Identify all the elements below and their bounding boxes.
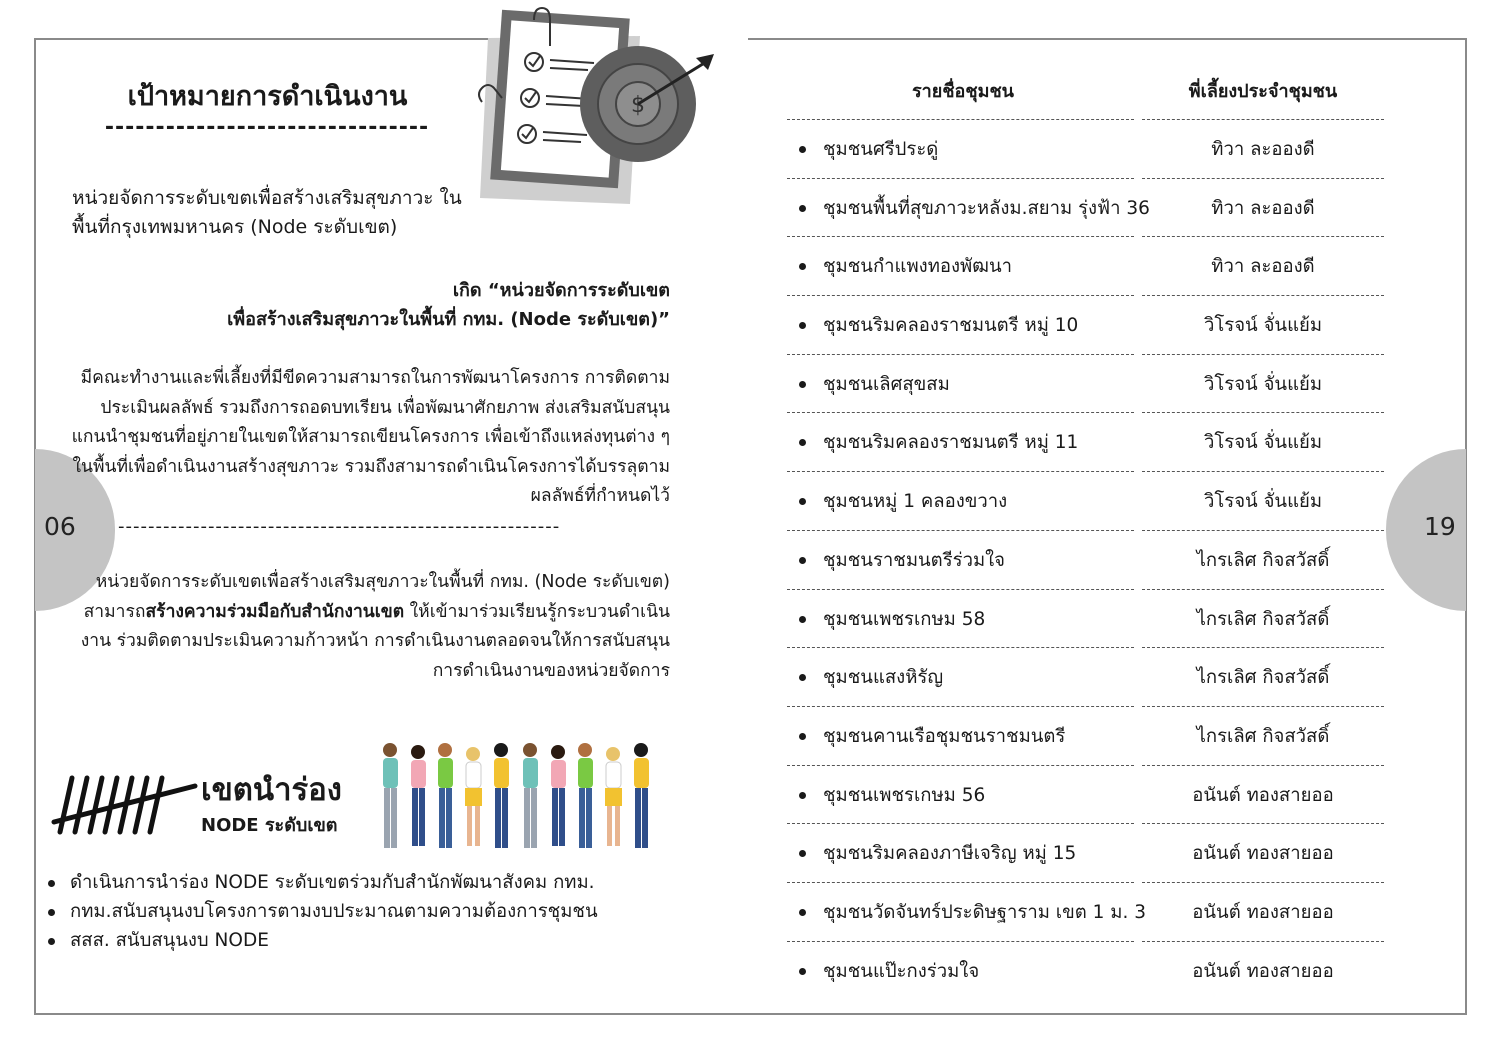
column-header-community: รายชื่อชุมชน (912, 81, 1014, 102)
bullet-icon (799, 850, 806, 857)
community-name: ชุมชนพื้นที่สุขภาวะหลังม.สยาม รุ่งฟ้า 36 (823, 197, 1150, 219)
community-name: ชุมชนเพชรเกษม 58 (823, 608, 986, 630)
checklist-target-illustration (470, 6, 720, 211)
intro-text: หน่วยจัดการระดับเขตเพื่อสร้างเสริมสุขภาวะ ในพื้นที่กรุงเทพมหานคร (Node ระดับเขต) (72, 187, 462, 238)
bullet-icon (799, 263, 806, 270)
table-row (787, 932, 1387, 991)
community-name: ชุมชนริมคลองภาษีเจริญ หมู่ 15 (823, 843, 1077, 865)
title-underline: -------------------------------- (104, 115, 430, 140)
column-header-mentor: พี่เลี้ยงประจำชุมชน (1188, 81, 1338, 102)
highlight-quote (110, 276, 670, 334)
list-item: สสส. สนับสนุนงบ NODE (48, 926, 598, 955)
mentor-name: ทิวา ละอองดี (1211, 197, 1315, 219)
frame-left-top (34, 38, 489, 40)
community-name: ชุมชนคานเรือชุมชนราชมนตรี (823, 725, 1066, 747)
table-row (787, 697, 1387, 756)
community-name: ชุมชนริมคลองราชมนตรี หมู่ 11 (823, 432, 1079, 454)
svg-text:$: $ (631, 93, 645, 118)
mentor-name: ไกรเลิศ กิจสวัสดิ์ (1196, 667, 1330, 689)
pilot-district-title: เขตนำร่อง (201, 772, 342, 808)
mentor-name: อนันต์ ทองสายออ (1192, 960, 1334, 982)
bullet-icon (799, 674, 806, 681)
bullet-icon (799, 968, 806, 975)
highlight-line-2: เพื่อสร้างเสริมสุขภาวะในพื้นที่ กทม. (Node ระดับเขต)” (227, 309, 670, 330)
table-row (787, 462, 1387, 521)
mentor-name: อนันต์ ทองสายออ (1192, 843, 1334, 865)
table-row (787, 286, 1387, 345)
page-number-left: 06 (44, 512, 76, 541)
mentor-name: ไกรเลิศ กิจสวัสดิ์ (1196, 725, 1330, 747)
paragraph-cooperation-post: ให้เข้ามาร่วมเรียนรู้กระบวนดำเนินงาน ร่วมติดตามประเมินความก้าวหน้า การดำเนินงานตลอดจนให้การสนับสนุนการดำเนินงานของหน่วยจัดการ (80, 601, 670, 681)
bullet-icon (799, 909, 806, 916)
people-group-illustration (375, 740, 660, 855)
community-name: ชุมชนวัดจันทร์ประดิษฐาราม เขต 1 ม. 3 (823, 901, 1147, 923)
community-name: ชุมชนแสงหิรัญ (823, 667, 944, 689)
mentor-name: ไกรเลิศ กิจสวัสดิ์ (1196, 608, 1330, 630)
mentor-name: ทิวา ละอองดี (1211, 256, 1315, 278)
community-name: ชุมชนเลิศสุขสม (823, 373, 950, 395)
table-row (787, 521, 1387, 580)
table-row (787, 814, 1387, 873)
mentor-name: วิโรจน์ จั่นแย้ม (1203, 491, 1323, 513)
paragraph-cooperation-pre: หน่วยจัดการระดับเขตเพื่อสร้างเสริมสุขภาวะในพื้นที่ กทม. (Node ระดับเขต) สามารถ (83, 572, 670, 622)
bullet-icon (799, 381, 806, 388)
paragraph-cooperation (70, 568, 670, 686)
community-name: ชุมชนกำแพงทองพัฒนา (823, 256, 1012, 278)
section-divider: ----------------------------------------------------------- (118, 516, 561, 537)
table-row (787, 873, 1387, 932)
table-row (787, 580, 1387, 639)
page-number-right: 19 (1424, 512, 1456, 541)
community-name: ชุมชนแป๊ะกงร่วมใจ (823, 960, 980, 982)
highlight-line-1: เกิด “หน่วยจัดการระดับเขต (452, 280, 670, 301)
pilot-district-subtitle: NODE ระดับเขต (201, 815, 338, 836)
table-row (787, 345, 1387, 404)
table-row (787, 110, 1387, 169)
mentor-name: วิโรจน์ จั่นแย้ม (1203, 315, 1323, 337)
frame-bottom (34, 1013, 1467, 1015)
tally-marks-icon (50, 770, 200, 840)
bullet-icon (799, 733, 806, 740)
list-item: ดำเนินการนำร่อง NODE ระดับเขตร่วมกับสำนักพัฒนาสังคม กทม. (48, 868, 598, 897)
page-title: เป้าหมายการดำเนินงาน (127, 81, 408, 112)
list-item: กทม.สนับสนุนงบโครงการตามงบประมาณตามความต้องการชุมชน (48, 897, 598, 926)
frame-right-top (748, 38, 1467, 40)
table-row (787, 227, 1387, 286)
paragraph-capabilities: มีคณะทำงานและพี่เลี้ยงที่มีขีดความสามารถในการพัฒนาโครงการ การติดตามประเมินผลลัพธ์ รวมถึงการถอดบทเรียน เพื่อพัฒนาศักยภาพ ส่งเสริมสนับสนุนแกนนำชุมชนที่อยู่ภายในเขตให้สามารถเขียนโครงการ เพื่อเข้าถึงแหล่งทุนต่าง ๆ ในพื้นที่เพื่อดำเนินงานสร้างสุขภาวะ รวมถึงสามารถดำเนินโครงการได้บรรลุตามผลลัพธ์ที่กำหนดไว้ (71, 368, 670, 506)
bullet-icon (799, 616, 806, 623)
bullet-icon (799, 792, 806, 799)
community-table (787, 110, 1387, 990)
bullet-icon (799, 205, 806, 212)
community-name: ชุมชนศรีประดู่ (823, 139, 939, 160)
community-name: ชุมชนราชมนตรีร่วมใจ (823, 549, 1006, 571)
table-row (787, 638, 1387, 697)
bullet-icon (799, 146, 806, 153)
bullet-icon (799, 557, 806, 564)
bullet-icon (799, 322, 806, 329)
bullet-icon (799, 498, 806, 505)
mentor-name: อนันต์ ทองสายออ (1192, 784, 1334, 806)
mentor-name: ไกรเลิศ กิจสวัสดิ์ (1196, 549, 1330, 571)
community-name: ชุมชนเพชรเกษม 56 (823, 784, 986, 806)
table-row (787, 756, 1387, 815)
mentor-name: อนันต์ ทองสายออ (1192, 901, 1334, 923)
mentor-name: ทิวา ละอองดี (1211, 139, 1315, 160)
community-name: ชุมชนริมคลองราชมนตรี หมู่ 10 (823, 315, 1079, 337)
pilot-bullet-list (48, 868, 598, 955)
mentor-name: วิโรจน์ จั่นแย้ม (1203, 432, 1323, 454)
paragraph-cooperation-bold: สร้างความร่วมมือกับสำนักงานเขต (145, 601, 405, 622)
table-row (787, 403, 1387, 462)
mentor-name: วิโรจน์ จั่นแย้ม (1203, 373, 1323, 395)
table-row (787, 169, 1387, 228)
community-name: ชุมชนหมู่ 1 คลองขวาง (823, 491, 1008, 513)
bullet-icon (799, 439, 806, 446)
